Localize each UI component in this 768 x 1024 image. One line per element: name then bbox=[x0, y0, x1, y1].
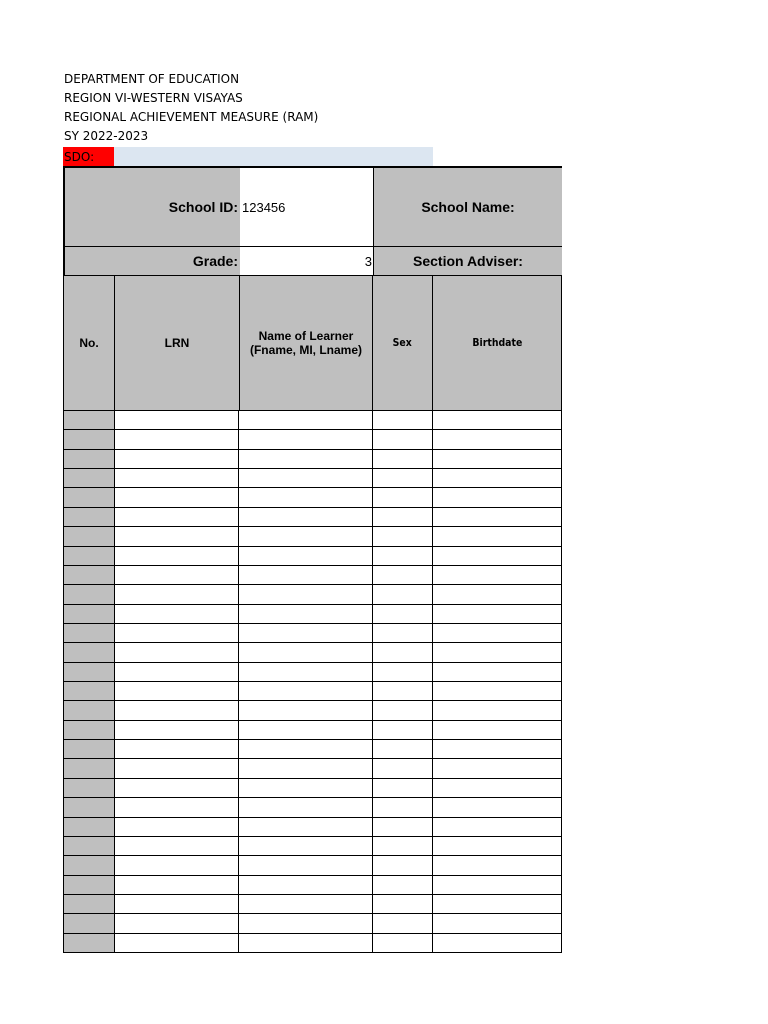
sex-cell[interactable] bbox=[373, 895, 433, 914]
lrn-cell[interactable] bbox=[115, 508, 239, 527]
sex-cell[interactable] bbox=[373, 914, 433, 933]
name-cell[interactable] bbox=[239, 779, 373, 798]
sex-cell[interactable] bbox=[373, 876, 433, 895]
sex-cell[interactable] bbox=[373, 469, 433, 488]
no-cell bbox=[63, 488, 115, 507]
table-row bbox=[63, 643, 562, 662]
table-row bbox=[63, 488, 562, 507]
sdo-value-cell[interactable] bbox=[114, 147, 433, 167]
birthdate-cell[interactable] bbox=[433, 663, 562, 682]
no-cell bbox=[63, 895, 115, 914]
no-cell bbox=[63, 624, 115, 643]
birthdate-cell[interactable] bbox=[433, 488, 562, 507]
lrn-cell[interactable] bbox=[115, 527, 239, 546]
birthdate-cell[interactable] bbox=[433, 818, 562, 837]
header-region: REGION VI-WESTERN VISAYAS bbox=[64, 91, 243, 105]
column-header-name bbox=[240, 276, 373, 411]
lrn-cell[interactable] bbox=[115, 430, 239, 449]
lrn-cell[interactable] bbox=[115, 895, 239, 914]
name-cell[interactable] bbox=[239, 547, 373, 566]
table-row bbox=[63, 624, 562, 643]
lrn-cell[interactable] bbox=[115, 759, 239, 778]
name-cell[interactable] bbox=[239, 508, 373, 527]
table-row bbox=[63, 721, 562, 740]
lrn-cell[interactable] bbox=[115, 798, 239, 817]
birthdate-cell[interactable] bbox=[433, 895, 562, 914]
lrn-cell[interactable] bbox=[115, 934, 239, 953]
school-id-value[interactable]: 123456 bbox=[240, 168, 373, 247]
birthdate-cell[interactable] bbox=[433, 643, 562, 662]
table-row bbox=[63, 450, 562, 469]
no-cell bbox=[63, 721, 115, 740]
sex-cell[interactable] bbox=[373, 721, 433, 740]
birthdate-cell[interactable] bbox=[433, 469, 562, 488]
no-cell bbox=[63, 856, 115, 875]
name-cell[interactable] bbox=[239, 682, 373, 701]
birthdate-cell[interactable] bbox=[433, 508, 562, 527]
column-header-sex-text: Sex bbox=[392, 336, 413, 349]
birthdate-cell[interactable] bbox=[433, 914, 562, 933]
birthdate-cell[interactable] bbox=[433, 701, 562, 720]
birthdate-cell[interactable] bbox=[433, 585, 562, 604]
lrn-cell[interactable] bbox=[115, 856, 239, 875]
name-cell[interactable] bbox=[239, 895, 373, 914]
name-cell[interactable] bbox=[239, 624, 373, 643]
name-cell[interactable] bbox=[239, 798, 373, 817]
no-cell bbox=[63, 450, 115, 469]
name-cell[interactable] bbox=[239, 701, 373, 720]
lrn-cell[interactable] bbox=[115, 643, 239, 662]
table-row bbox=[63, 934, 562, 953]
no-cell bbox=[63, 682, 115, 701]
no-cell bbox=[63, 740, 115, 759]
birthdate-cell[interactable] bbox=[433, 566, 562, 585]
no-cell bbox=[63, 876, 115, 895]
lrn-cell[interactable] bbox=[115, 469, 239, 488]
table-row bbox=[63, 411, 562, 430]
column-header-sex bbox=[373, 276, 433, 411]
no-cell bbox=[63, 914, 115, 933]
lrn-cell[interactable] bbox=[115, 914, 239, 933]
name-cell[interactable] bbox=[239, 876, 373, 895]
grade-label: Grade: bbox=[63, 247, 240, 276]
table-row bbox=[63, 566, 562, 585]
header-school-year: SY 2022-2023 bbox=[64, 129, 149, 143]
sex-cell[interactable] bbox=[373, 934, 433, 953]
sex-cell[interactable] bbox=[373, 411, 433, 430]
birthdate-cell[interactable] bbox=[433, 759, 562, 778]
birthdate-cell[interactable] bbox=[433, 856, 562, 875]
sex-cell[interactable] bbox=[373, 779, 433, 798]
lrn-cell[interactable] bbox=[115, 740, 239, 759]
column-header-birthdate bbox=[433, 276, 562, 411]
name-cell[interactable] bbox=[239, 411, 373, 430]
sdo-label: SDO: bbox=[63, 147, 114, 167]
no-cell bbox=[63, 837, 115, 856]
birthdate-cell[interactable] bbox=[433, 411, 562, 430]
table-row bbox=[63, 740, 562, 759]
sex-cell[interactable] bbox=[373, 605, 433, 624]
lrn-cell[interactable] bbox=[115, 779, 239, 798]
sex-cell[interactable] bbox=[373, 508, 433, 527]
no-cell bbox=[63, 585, 115, 604]
sex-cell[interactable] bbox=[373, 450, 433, 469]
table-row bbox=[63, 798, 562, 817]
table-row bbox=[63, 818, 562, 837]
lrn-cell[interactable] bbox=[115, 818, 239, 837]
sex-cell[interactable] bbox=[373, 856, 433, 875]
no-cell bbox=[63, 527, 115, 546]
table-row bbox=[63, 527, 562, 546]
table-row bbox=[63, 585, 562, 604]
grade-value[interactable]: 3 bbox=[240, 247, 373, 276]
header-department: DEPARTMENT OF EDUCATION bbox=[64, 72, 240, 86]
column-header-lrn-text: LRN bbox=[164, 336, 190, 350]
sex-cell[interactable] bbox=[373, 682, 433, 701]
name-cell[interactable] bbox=[239, 450, 373, 469]
table-row bbox=[63, 469, 562, 488]
table-row bbox=[63, 547, 562, 566]
birthdate-cell[interactable] bbox=[433, 798, 562, 817]
lrn-cell[interactable] bbox=[115, 876, 239, 895]
column-header-no bbox=[63, 276, 115, 411]
no-cell bbox=[63, 411, 115, 430]
name-cell[interactable] bbox=[239, 488, 373, 507]
learner-table-body bbox=[63, 411, 562, 953]
no-cell bbox=[63, 701, 115, 720]
table-row bbox=[63, 759, 562, 778]
no-cell bbox=[63, 934, 115, 953]
column-header-birthdate-text: Birthdate bbox=[472, 336, 522, 349]
table-row bbox=[63, 895, 562, 914]
column-header-lrn bbox=[115, 276, 240, 411]
no-cell bbox=[63, 798, 115, 817]
table-row bbox=[63, 682, 562, 701]
sex-cell[interactable] bbox=[373, 643, 433, 662]
table-row bbox=[63, 914, 562, 933]
table-row bbox=[63, 837, 562, 856]
no-cell bbox=[63, 547, 115, 566]
sex-cell[interactable] bbox=[373, 837, 433, 856]
sex-cell[interactable] bbox=[373, 624, 433, 643]
name-cell[interactable] bbox=[239, 663, 373, 682]
sex-cell[interactable] bbox=[373, 701, 433, 720]
lrn-cell[interactable] bbox=[115, 701, 239, 720]
lrn-cell[interactable] bbox=[115, 624, 239, 643]
sex-cell[interactable] bbox=[373, 798, 433, 817]
birthdate-cell[interactable] bbox=[433, 779, 562, 798]
sex-cell[interactable] bbox=[373, 430, 433, 449]
lrn-cell[interactable] bbox=[115, 566, 239, 585]
birthdate-cell[interactable] bbox=[433, 450, 562, 469]
birthdate-cell[interactable] bbox=[433, 547, 562, 566]
table-row bbox=[63, 856, 562, 875]
table-row bbox=[63, 876, 562, 895]
birthdate-cell[interactable] bbox=[433, 624, 562, 643]
name-cell[interactable] bbox=[239, 856, 373, 875]
sex-cell[interactable] bbox=[373, 663, 433, 682]
lrn-cell[interactable] bbox=[115, 488, 239, 507]
name-cell[interactable] bbox=[239, 585, 373, 604]
column-header-no-text: No. bbox=[79, 336, 99, 350]
birthdate-cell[interactable] bbox=[433, 430, 562, 449]
name-cell[interactable] bbox=[239, 934, 373, 953]
birthdate-cell[interactable] bbox=[433, 605, 562, 624]
name-cell[interactable] bbox=[239, 740, 373, 759]
table-row bbox=[63, 508, 562, 527]
sex-cell[interactable] bbox=[373, 585, 433, 604]
no-cell bbox=[63, 430, 115, 449]
sdo-row bbox=[63, 147, 433, 167]
birthdate-cell[interactable] bbox=[433, 721, 562, 740]
column-header-name-text: Name of Learner (Fname, MI, Lname) bbox=[249, 329, 362, 357]
sex-cell[interactable] bbox=[373, 740, 433, 759]
name-cell[interactable] bbox=[239, 566, 373, 585]
no-cell bbox=[63, 508, 115, 527]
lrn-cell[interactable] bbox=[115, 585, 239, 604]
name-cell[interactable] bbox=[239, 605, 373, 624]
birthdate-cell[interactable] bbox=[433, 740, 562, 759]
lrn-cell[interactable] bbox=[115, 547, 239, 566]
sex-cell[interactable] bbox=[373, 566, 433, 585]
table-row bbox=[63, 430, 562, 449]
birthdate-cell[interactable] bbox=[433, 682, 562, 701]
name-cell[interactable] bbox=[239, 527, 373, 546]
lrn-cell[interactable] bbox=[115, 721, 239, 740]
no-cell bbox=[63, 605, 115, 624]
table-row bbox=[63, 663, 562, 682]
name-cell[interactable] bbox=[239, 914, 373, 933]
table-row bbox=[63, 701, 562, 720]
no-cell bbox=[63, 566, 115, 585]
name-cell[interactable] bbox=[239, 818, 373, 837]
no-cell bbox=[63, 818, 115, 837]
name-cell[interactable] bbox=[239, 759, 373, 778]
sex-cell[interactable] bbox=[373, 818, 433, 837]
birthdate-cell[interactable] bbox=[433, 876, 562, 895]
section-adviser-label: Section Adviser: bbox=[373, 247, 562, 276]
name-cell[interactable] bbox=[239, 469, 373, 488]
no-cell bbox=[63, 469, 115, 488]
school-id-label: School ID: bbox=[63, 168, 240, 247]
no-cell bbox=[63, 779, 115, 798]
table-row bbox=[63, 605, 562, 624]
lrn-cell[interactable] bbox=[115, 411, 239, 430]
table-row bbox=[63, 779, 562, 798]
header-ram-title: REGIONAL ACHIEVEMENT MEASURE (RAM) bbox=[64, 110, 319, 124]
sex-cell[interactable] bbox=[373, 759, 433, 778]
name-cell[interactable] bbox=[239, 837, 373, 856]
birthdate-cell[interactable] bbox=[433, 527, 562, 546]
lrn-cell[interactable] bbox=[115, 605, 239, 624]
lrn-cell[interactable] bbox=[115, 837, 239, 856]
name-cell[interactable] bbox=[239, 721, 373, 740]
no-cell bbox=[63, 643, 115, 662]
lrn-cell[interactable] bbox=[115, 682, 239, 701]
lrn-cell[interactable] bbox=[115, 663, 239, 682]
name-cell[interactable] bbox=[239, 643, 373, 662]
no-cell bbox=[63, 663, 115, 682]
sex-cell[interactable] bbox=[373, 488, 433, 507]
no-cell bbox=[63, 759, 115, 778]
school-name-label: School Name: bbox=[373, 168, 562, 247]
sex-cell[interactable] bbox=[373, 547, 433, 566]
birthdate-cell[interactable] bbox=[433, 934, 562, 953]
name-cell[interactable] bbox=[239, 430, 373, 449]
lrn-cell[interactable] bbox=[115, 450, 239, 469]
birthdate-cell[interactable] bbox=[433, 837, 562, 856]
sex-cell[interactable] bbox=[373, 527, 433, 546]
